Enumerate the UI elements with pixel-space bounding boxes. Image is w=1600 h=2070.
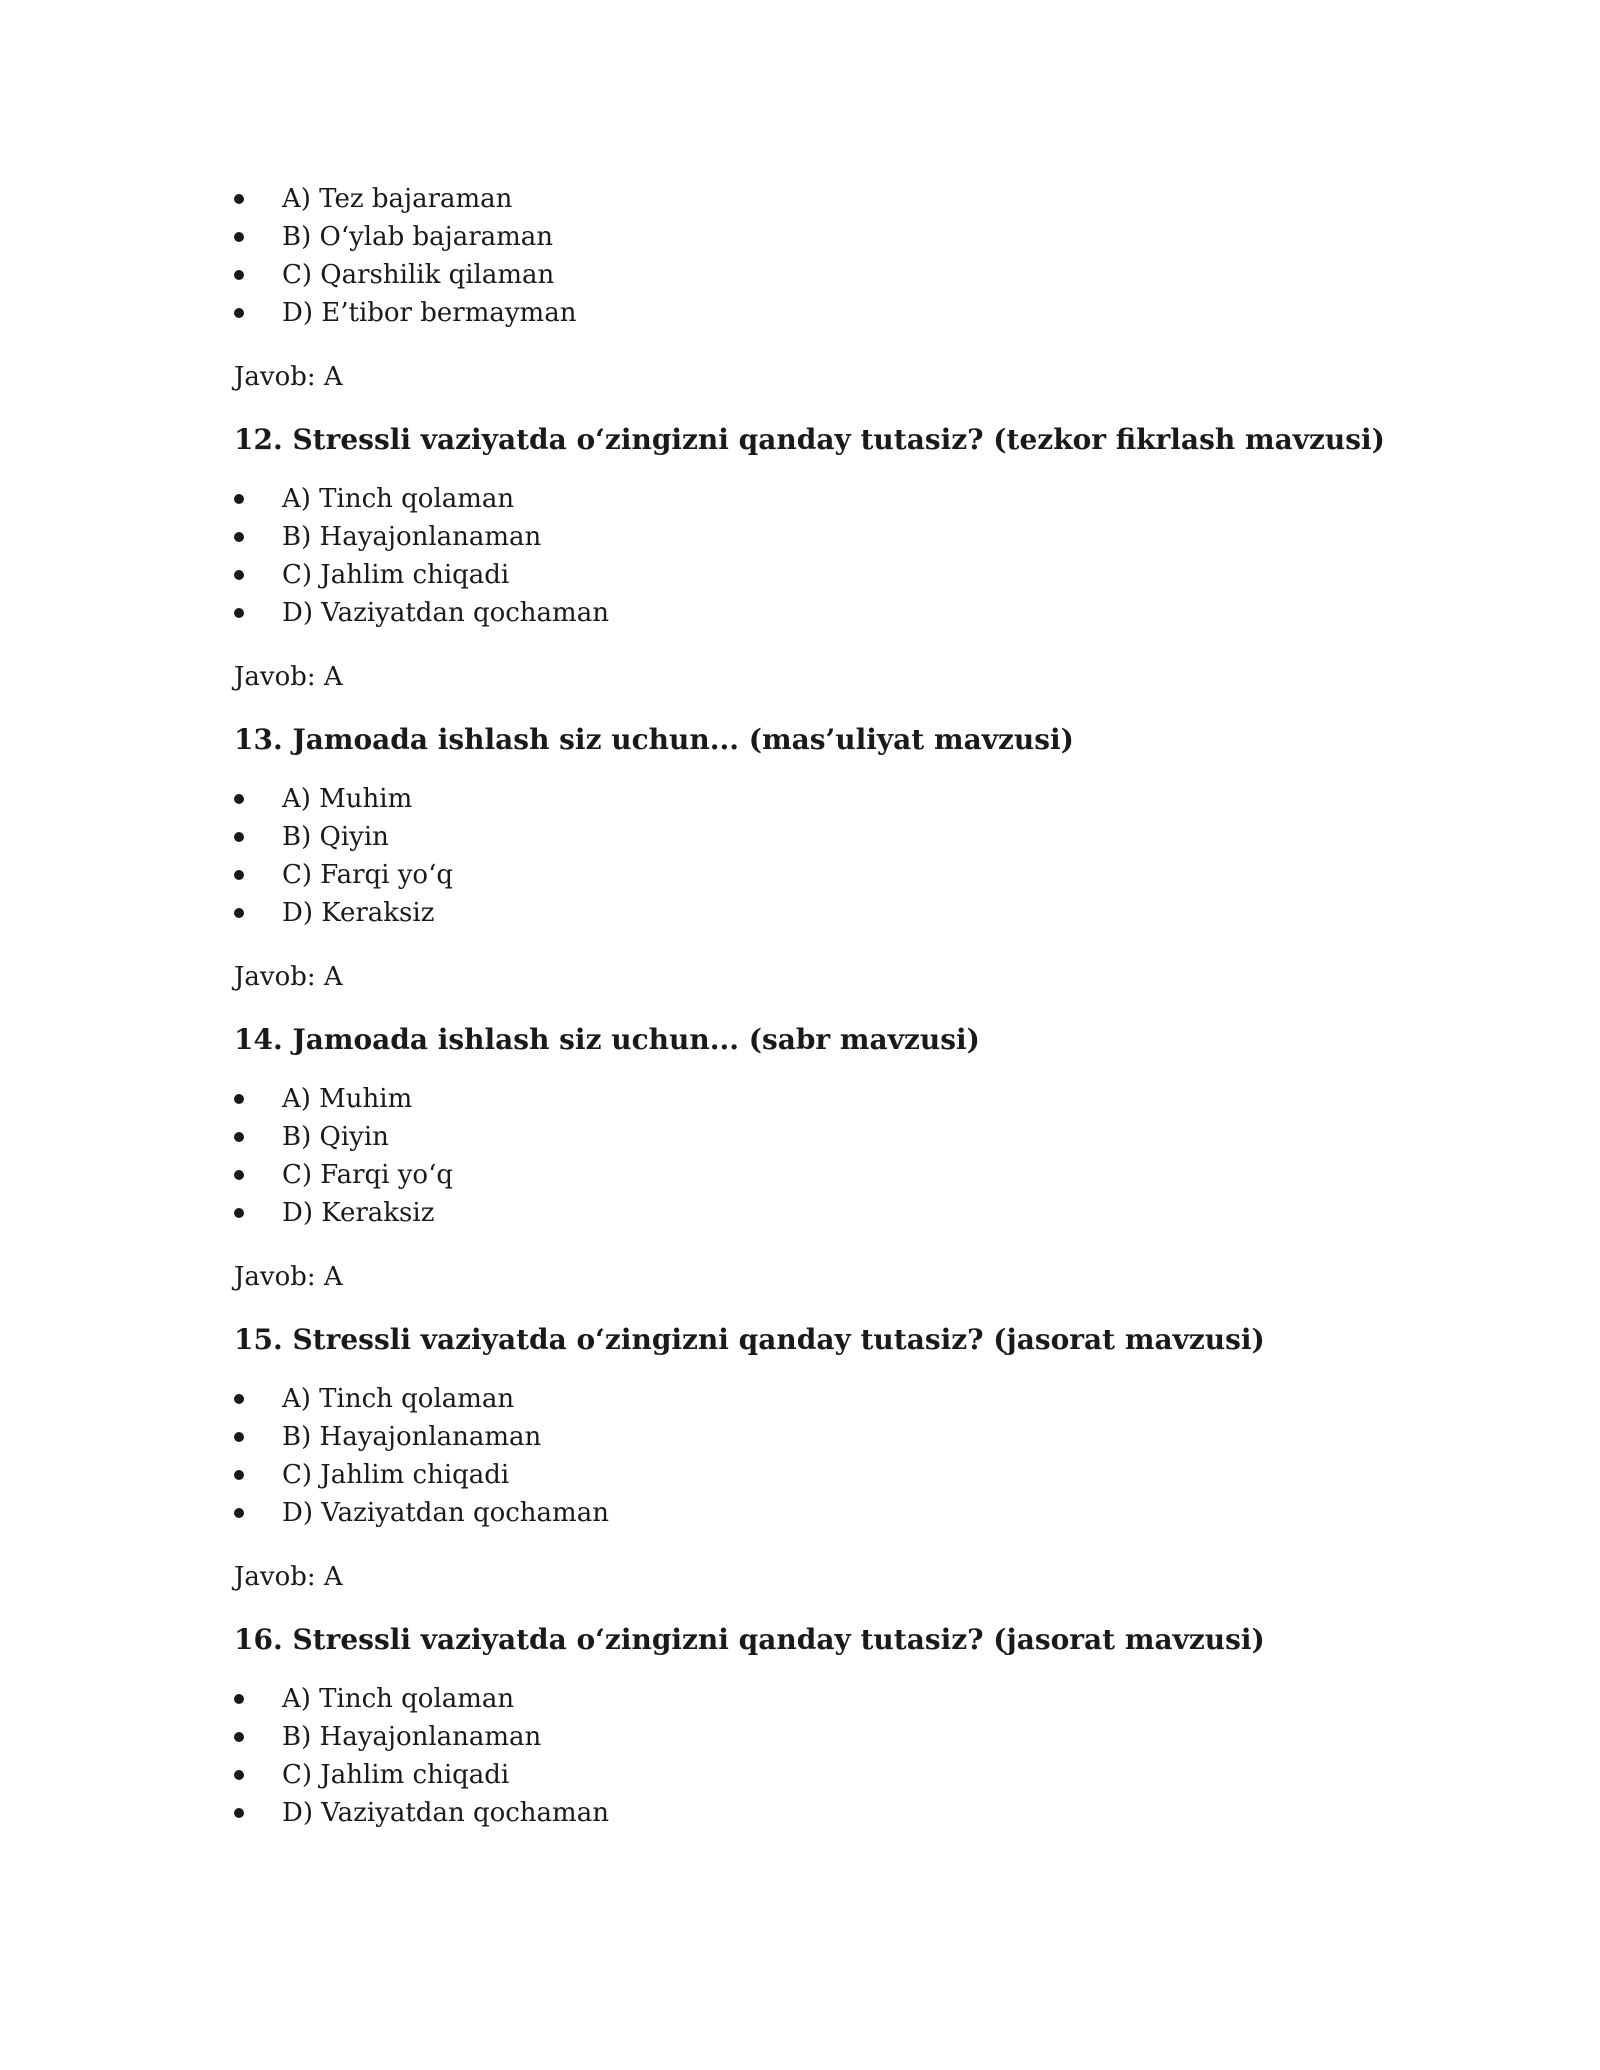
bullet-icon — [234, 1170, 244, 1180]
question-heading: 13. Jamoada ishlash siz uchun... (mas’uliyat mavzusi) — [234, 723, 1074, 756]
bullet-icon — [234, 532, 244, 542]
option-item — [234, 818, 1434, 856]
question-block — [234, 720, 1434, 996]
question-block — [234, 1320, 1434, 1596]
option-item — [234, 480, 1434, 518]
answer-line: Javob: A — [234, 1262, 343, 1292]
bullet-icon — [234, 1432, 244, 1442]
option-text: C) Jahlim chiqadi — [282, 1460, 510, 1490]
option-text: A) Muhim — [282, 1084, 413, 1114]
question-block — [234, 1020, 1434, 1296]
question-heading: 16. Stressli vaziyatda o‘zingizni qanday tutasiz? (jasorat mavzusi) — [234, 1623, 1265, 1656]
option-item — [234, 1718, 1434, 1756]
bullet-icon — [234, 1208, 244, 1218]
option-item — [234, 180, 1434, 218]
options-list — [234, 480, 1434, 632]
answer-line: Javob: A — [234, 1562, 343, 1592]
option-text: D) Keraksiz — [282, 898, 435, 928]
option-text: B) O‘ylab bajaraman — [282, 222, 554, 252]
bullet-icon — [234, 1132, 244, 1142]
answer-line: Javob: A — [234, 962, 343, 992]
document-content — [234, 180, 1434, 1832]
option-text: A) Muhim — [282, 784, 413, 814]
option-item — [234, 856, 1434, 894]
option-item — [234, 1380, 1434, 1418]
question-block — [234, 1620, 1434, 1832]
option-text: D) Vaziyatdan qochaman — [282, 1498, 609, 1528]
option-item — [234, 218, 1434, 256]
bullet-icon — [234, 1094, 244, 1104]
bullet-icon — [234, 832, 244, 842]
option-text: B) Qiyin — [282, 822, 389, 852]
option-item — [234, 1680, 1434, 1718]
bullet-icon — [234, 608, 244, 618]
bullet-icon — [234, 194, 244, 204]
option-item — [234, 1456, 1434, 1494]
option-text: A) Tez bajaraman — [282, 184, 513, 214]
bullet-icon — [234, 1694, 244, 1704]
option-item — [234, 894, 1434, 932]
bullet-icon — [234, 570, 244, 580]
bullet-icon — [234, 270, 244, 280]
bullet-icon — [234, 1732, 244, 1742]
option-text: D) Vaziyatdan qochaman — [282, 1798, 609, 1828]
option-item — [234, 294, 1434, 332]
options-list — [234, 1380, 1434, 1532]
option-item — [234, 1118, 1434, 1156]
option-text: C) Farqi yo‘q — [282, 1160, 453, 1190]
option-item — [234, 780, 1434, 818]
option-text: C) Jahlim chiqadi — [282, 1760, 510, 1790]
option-text: C) Farqi yo‘q — [282, 860, 453, 890]
bullet-icon — [234, 1508, 244, 1518]
option-item — [234, 1194, 1434, 1232]
option-text: A) Tinch qolaman — [282, 1684, 515, 1714]
option-item — [234, 518, 1434, 556]
options-list — [234, 1680, 1434, 1832]
option-item — [234, 1080, 1434, 1118]
option-item — [234, 556, 1434, 594]
option-text: A) Tinch qolaman — [282, 484, 515, 514]
option-text: A) Tinch qolaman — [282, 1384, 515, 1414]
question-heading: 14. Jamoada ishlash siz uchun... (sabr mavzusi) — [234, 1023, 980, 1056]
question-block — [234, 180, 1434, 396]
options-list — [234, 1080, 1434, 1232]
bullet-icon — [234, 494, 244, 504]
answer-line: Javob: A — [234, 662, 343, 692]
option-text: D) Keraksiz — [282, 1198, 435, 1228]
options-list — [234, 780, 1434, 932]
option-text: D) E’tibor bermayman — [282, 298, 577, 328]
options-list — [234, 180, 1434, 332]
option-text: B) Hayajonlanaman — [282, 522, 542, 552]
question-block — [234, 420, 1434, 696]
question-heading: 12. Stressli vaziyatda o‘zingizni qanday tutasiz? (tezkor fikrlash mavzusi) — [234, 423, 1385, 456]
bullet-icon — [234, 308, 244, 318]
option-text: B) Hayajonlanaman — [282, 1422, 542, 1452]
option-item — [234, 1156, 1434, 1194]
option-text: B) Hayajonlanaman — [282, 1722, 542, 1752]
option-item — [234, 1494, 1434, 1532]
bullet-icon — [234, 908, 244, 918]
option-item — [234, 1756, 1434, 1794]
bullet-icon — [234, 870, 244, 880]
bullet-icon — [234, 1770, 244, 1780]
bullet-icon — [234, 1470, 244, 1480]
option-text: B) Qiyin — [282, 1122, 389, 1152]
option-item — [234, 1794, 1434, 1832]
bullet-icon — [234, 794, 244, 804]
answer-line: Javob: A — [234, 362, 343, 392]
option-item — [234, 1418, 1434, 1456]
option-item — [234, 594, 1434, 632]
question-heading: 15. Stressli vaziyatda o‘zingizni qanday tutasiz? (jasorat mavzusi) — [234, 1323, 1265, 1356]
option-text: C) Jahlim chiqadi — [282, 560, 510, 590]
option-item — [234, 256, 1434, 294]
option-text: C) Qarshilik qilaman — [282, 260, 555, 290]
bullet-icon — [234, 1394, 244, 1404]
option-text: D) Vaziyatdan qochaman — [282, 598, 609, 628]
bullet-icon — [234, 232, 244, 242]
bullet-icon — [234, 1808, 244, 1818]
